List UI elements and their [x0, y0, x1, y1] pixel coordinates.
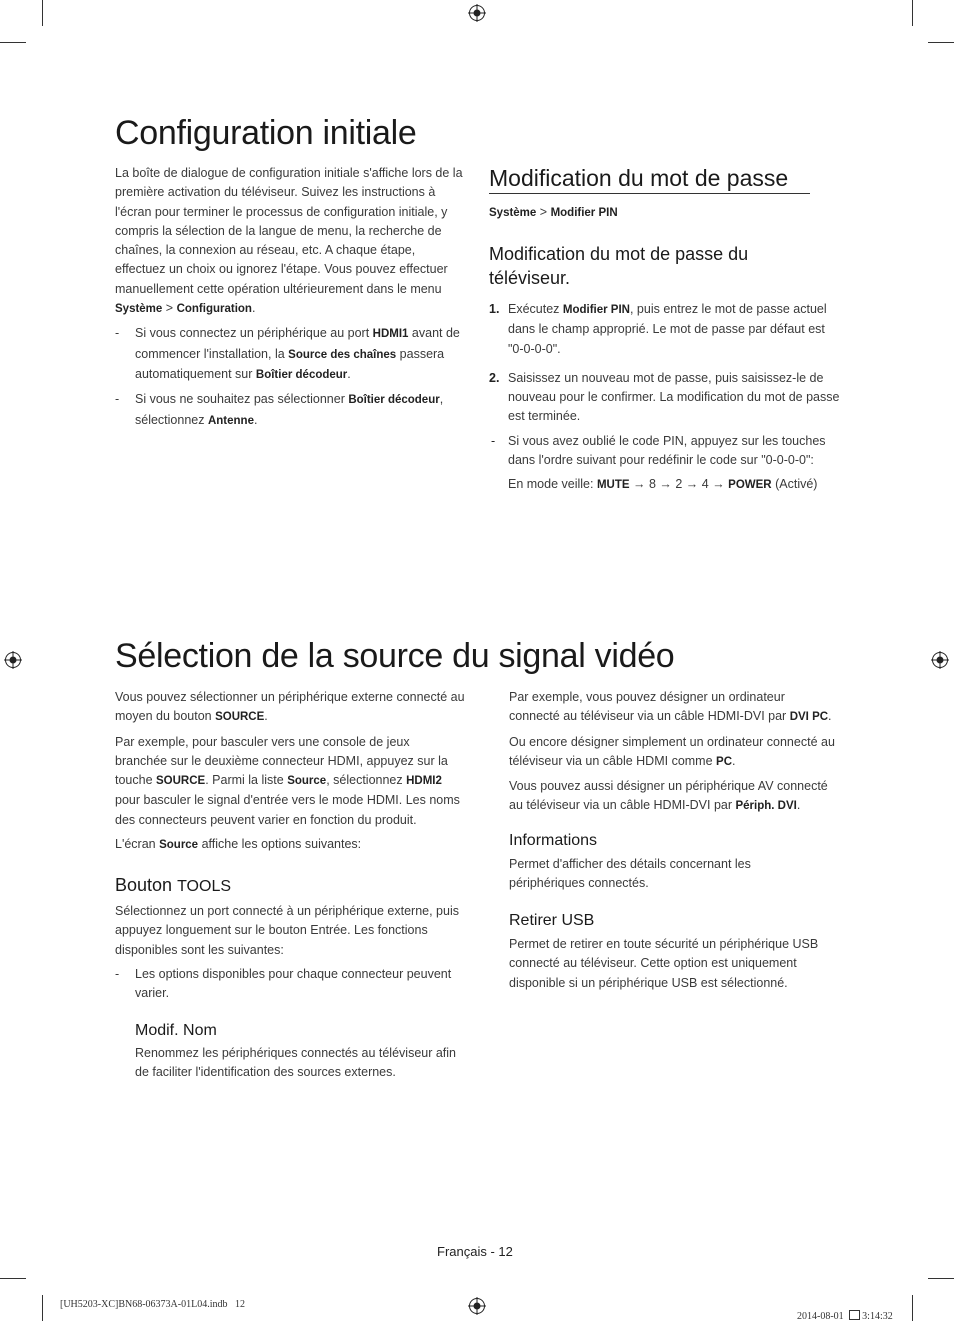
list-item: - Si vous ne souhaitez pas sélectionner Boîtier décodeur, sélectionnez Antenne.: [115, 392, 444, 427]
option-heading: Retirer USB: [509, 912, 595, 929]
file-info: [UH5203-XC]BN68-06373A-01L04.indb 12: [60, 1299, 245, 1310]
heading-underline: [489, 193, 810, 194]
page-title: Sélection de la source du signal vidéo: [115, 637, 675, 675]
info-description: Permet d'afficher des détails concernant les périphériques connectés.: [509, 857, 751, 891]
list-item: - Si vous connectez un périphérique au port HDMI1 avant de commencer l'installation, la Source des chaînes passera automatiquement sur Boîtier décodeur.: [115, 326, 460, 381]
password-steps: [489, 300, 840, 496]
tools-paragraph: Sélectionnez un port connecté à un périphérique externe, puis appuyez longuement sur le bouton Entrée. Les fonctions disponibles sont les suivantes: - Les options disponibles pour chaque connecteur peuvent varier.: [115, 902, 467, 1003]
crop-mark: [928, 1278, 954, 1279]
registration-mark-icon: [4, 651, 22, 669]
crop-mark: [42, 0, 43, 26]
source-intro: Vous pouvez sélectionner un périphérique externe connecté au moyen du bouton SOURCE. Par exemple, pour basculer vers une console de jeux branchée sur le deuxième connecteur HDMI, appuyez sur la touche SOURCE. Parmi la liste Source, sélectionnez HDMI2 pour basculer le signal d'entrée vers le mode HDMI. Les noms des connecteurs peuvent varier en fonction du produit. L'écran Source affiche les options suivantes:: [115, 690, 465, 852]
option-heading: Modif. Nom: [135, 1022, 217, 1039]
step-item: 1. Exécutez Modifier PIN, puis entrez le mot de passe actuel dans le champ approprié. Le mot de passe par défaut est "0-0-0-0".: [489, 302, 827, 356]
menu-path: Système > Modifier PIN: [489, 205, 618, 219]
crop-mark: [42, 1295, 43, 1321]
crop-mark: [912, 0, 913, 26]
option-heading: Informations: [509, 832, 598, 849]
crop-mark: [928, 42, 954, 43]
subsection-heading: Bouton TOOLS: [115, 875, 232, 895]
registration-mark-icon: [468, 4, 486, 22]
section-heading: Modification du mot de passe: [489, 165, 789, 191]
crop-mark: [0, 42, 26, 43]
subsection-heading: Modification du mot de passe du téléviseur.: [489, 244, 749, 288]
note-item: - Si vous avez oublié le code PIN, appuyez sur les touches dans l'ordre suivant pour redéfinir le code sur "0-0-0-0": En mode veille: MUTE → 8 → 2 → 4 → POWER (Activé): [491, 433, 826, 492]
registration-mark-icon: [468, 1297, 486, 1315]
rename-description: Renommez les périphériques connectés au téléviseur afin de faciliter l'identification des sources externes.: [135, 1046, 457, 1080]
page-number: Français - 12: [437, 1244, 513, 1259]
crop-mark: [912, 1295, 913, 1321]
print-timestamp: 2014-08-01 3:14:32: [797, 1311, 893, 1322]
usb-description: Permet de retirer en toute sécurité un périphérique USB connecté au téléviseur. Cette option est uniquement disponible si un périphérique USB est sélectionné.: [509, 937, 819, 990]
intro-paragraph: La boîte de dialogue de configuration initiale s'affiche lors de la première activation du téléviseur. Suivez les instructions à l'écran pour terminer le processus de configuration initiale, y compris la sélection de la langue de menu, la recherche de chaînes, la connexion au réseau, etc. A chaque étape, effectuez un choix ou ignorez l'étape. Vous pouvez effectuer manuellement cette opération ultérieurement dans le menu Système > Configuration. - Si vous connectez un périphérique au port HDMI1 avant de commencer l'installation, la Source des chaînes passera automatiquement sur Boîtier décodeur. - Si vous ne souhaitez pas sélectionner Boîtier décodeur, sélectionnez Antenne.: [115, 164, 463, 431]
step-item: 2. Saisissez un nouveau mot de passe, puis saisissez-le de nouveau pour le confirmer. La modification du mot de passe est terminée.: [489, 370, 840, 424]
rename-examples: Par exemple, vous pouvez désigner un ordinateur connecté au téléviseur via un câble HDMI-DVI par DVI PC. Ou encore désigner simplement un ordinateur connecté au téléviseur via un câble HDMI comme PC. Vous pouvez aussi désigner un périphérique AV connecté au téléviseur via un câble HDMI-DVI par Périph. DVI.: [509, 690, 835, 813]
list-item: - Les options disponibles pour chaque connecteur peuvent varier.: [115, 966, 452, 1001]
registration-mark-icon: [931, 651, 949, 669]
page-title: Configuration initiale: [115, 114, 417, 152]
crop-mark: [0, 1278, 26, 1279]
